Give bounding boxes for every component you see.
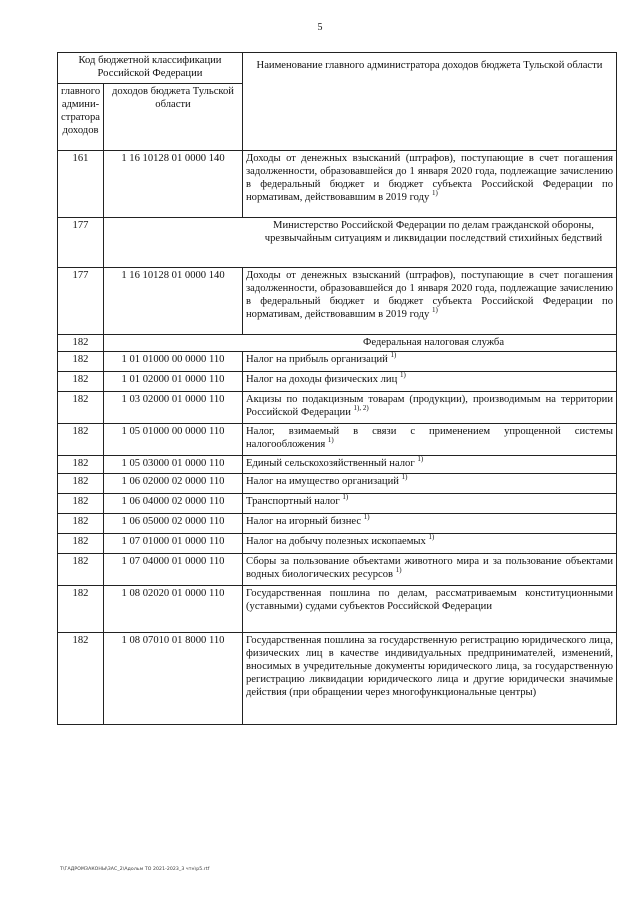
income-code-cell: 1 08 02020 01 0000 110: [104, 586, 243, 633]
income-name-cell: [243, 372, 617, 392]
admin-code-cell: 182: [58, 534, 104, 554]
header-income-col: доходов бюджета Тульской области: [104, 84, 243, 151]
income-code-cell: 1 16 10128 01 0000 140: [104, 151, 243, 218]
admin-code-cell: 182: [58, 335, 104, 352]
page-number: 5: [317, 22, 323, 33]
table-row: [58, 494, 617, 514]
income-code-cell: 1 07 04000 01 0000 110: [104, 554, 243, 586]
footnote-marker: 1): [401, 473, 408, 481]
footnote-marker: 1): [432, 189, 438, 197]
income-name-text: Налог на прибыль организаций: [246, 354, 388, 365]
income-code-cell: 1 08 07010 01 8000 110: [104, 633, 243, 725]
income-name-text: Доходы от денежных взысканий (штрафов), поступающие в счет погашения задолженности, образовавшейся до 1 января 2020 года, подлежащие зачислению в федеральный бюджет и бюджет субъекта Российской Федерации по нормативам, действовавшим в 2019 году: [246, 270, 613, 320]
income-code-cell: 1 03 02000 01 0000 110: [104, 392, 243, 424]
income-name-text: Налог на игорный бизнес: [246, 516, 362, 527]
income-name-text: Государственная пошлина за государственную регистрацию юридического лица, физических лиц в качестве индивидуальных предпринимателей, изменений, вносимых в учредительные документы юридического лица, за государственную регистрацию ликвидации юридического лица и другие юридически значимые действия (при обращении через многофункциональные центры): [246, 635, 613, 698]
header-code-group: Код бюджетной классификации Российской Федерации: [58, 53, 243, 84]
admin-code-cell: 161: [58, 151, 104, 218]
income-name-cell: [243, 494, 617, 514]
admin-code-cell: 177: [58, 268, 104, 335]
income-code-cell: 1 05 03000 01 0000 110: [104, 456, 243, 474]
admin-code-cell: 182: [58, 352, 104, 372]
footnote-marker: 1): [390, 351, 397, 359]
table-row: [58, 456, 617, 474]
header-admin-col: главного админи-стратора доходов: [58, 84, 104, 151]
footnote-marker: 1): [327, 436, 334, 444]
income-code-cell: 1 01 02000 01 0000 110: [104, 372, 243, 392]
income-code-cell: 1 06 04000 02 0000 110: [104, 494, 243, 514]
table-body: [58, 53, 617, 725]
section-row: [58, 218, 617, 268]
income-name-cell: [243, 474, 617, 494]
table-row: [58, 352, 617, 372]
admin-code-cell: 182: [58, 392, 104, 424]
footnote-marker: 1): [342, 493, 349, 501]
admin-code-cell: 182: [58, 586, 104, 633]
income-name-cell: [243, 514, 617, 534]
income-name-cell: [243, 352, 617, 372]
income-name-cell: [243, 392, 617, 424]
section-row: [58, 335, 617, 352]
table-row: [58, 586, 617, 633]
income-code-cell: 1 06 05000 02 0000 110: [104, 514, 243, 534]
income-name-text: Доходы от денежных взысканий (штрафов), поступающие в счет погашения задолженности, образовавшейся до 1 января 2020 года, подлежащие зачислению в федеральный бюджет и бюджет субъекта Российской Федерации по нормативам, действовавшим в 2019 году: [246, 153, 613, 203]
admin-code-cell: 182: [58, 456, 104, 474]
footnote-marker: 1): [417, 455, 424, 463]
table-row: [58, 474, 617, 494]
admin-code-cell: 177: [58, 218, 104, 268]
table-row: [58, 514, 617, 534]
section-title-cell: Федеральная налоговая служба: [104, 335, 617, 352]
footnote-marker: 1): [432, 306, 438, 314]
table-row: [58, 151, 617, 218]
section-title-cell: Министерство Российской Федерации по делам гражданской обороны, чрезвычайным ситуациям и ликвидации последствий стихийных бедствий: [104, 218, 617, 268]
table-row: [58, 554, 617, 586]
income-name-cell: [243, 554, 617, 586]
header-name: Наименование главного администратора доходов бюджета Тульской области: [243, 53, 617, 151]
admin-code-cell: 182: [58, 633, 104, 725]
income-name-text: Налог на добычу полезных ископаемых: [246, 536, 426, 547]
income-name-text: Налог на доходы физических лиц: [246, 374, 398, 385]
income-name-cell: [243, 456, 617, 474]
income-name-text: Транспортный налог: [246, 496, 340, 507]
income-code-cell: 1 05 01000 00 0000 110: [104, 424, 243, 456]
footnote-marker: 1): [363, 513, 370, 521]
income-name-cell: [243, 633, 617, 725]
income-code-cell: 1 07 01000 01 0000 110: [104, 534, 243, 554]
table-row: [58, 534, 617, 554]
admin-code-cell: 182: [58, 372, 104, 392]
income-name-cell: [243, 268, 617, 335]
income-code-cell: 1 06 02000 02 0000 110: [104, 474, 243, 494]
admin-code-cell: 182: [58, 554, 104, 586]
income-name-cell: [243, 534, 617, 554]
footnote-marker: 1): [399, 371, 406, 379]
footnote-marker: 1), 2): [353, 404, 369, 412]
income-name-cell: [243, 424, 617, 456]
header-row-1: [58, 53, 617, 84]
income-name-text: Государственная пошлина по делам, рассматриваемым конституционными (уставными) судами субъектов Российской Федерации: [246, 588, 613, 612]
income-name-text: Налог на имущество организаций: [246, 476, 399, 487]
income-name-text: Сборы за пользование объектами животного мира и за пользование объектами водных биологических ресурсов: [246, 556, 613, 580]
table-row: [58, 268, 617, 335]
income-code-cell: 1 01 01000 00 0000 110: [104, 352, 243, 372]
admin-code-cell: 182: [58, 474, 104, 494]
income-name-text: Налог, взимаемый в связи с применением упрощенной системы налогообложения: [246, 426, 613, 450]
income-name-cell: [243, 586, 617, 633]
admin-code-cell: 182: [58, 514, 104, 534]
budget-classification-table: [57, 52, 617, 725]
table-row: [58, 392, 617, 424]
footnote-marker: 1): [395, 566, 402, 574]
admin-code-cell: 182: [58, 494, 104, 514]
table-row: [58, 372, 617, 392]
income-name-text: Акцизы по подакцизным товарам (продукции), производимым на территории Российской Федерации: [246, 394, 613, 418]
income-code-cell: 1 16 10128 01 0000 140: [104, 268, 243, 335]
income-name-cell: [243, 151, 617, 218]
table-row: [58, 633, 617, 725]
admin-code-cell: 182: [58, 424, 104, 456]
footnote-marker: 1): [428, 533, 435, 541]
file-path-footer: Т\ГАДРОМЗАКОНЫ\ЗАС_2\Адольм ТО 2021-2023_3 чтн\р5.rtf: [60, 867, 210, 872]
income-name-text: Единый сельскохозяйственный налог: [246, 458, 415, 469]
table-row: [58, 424, 617, 456]
